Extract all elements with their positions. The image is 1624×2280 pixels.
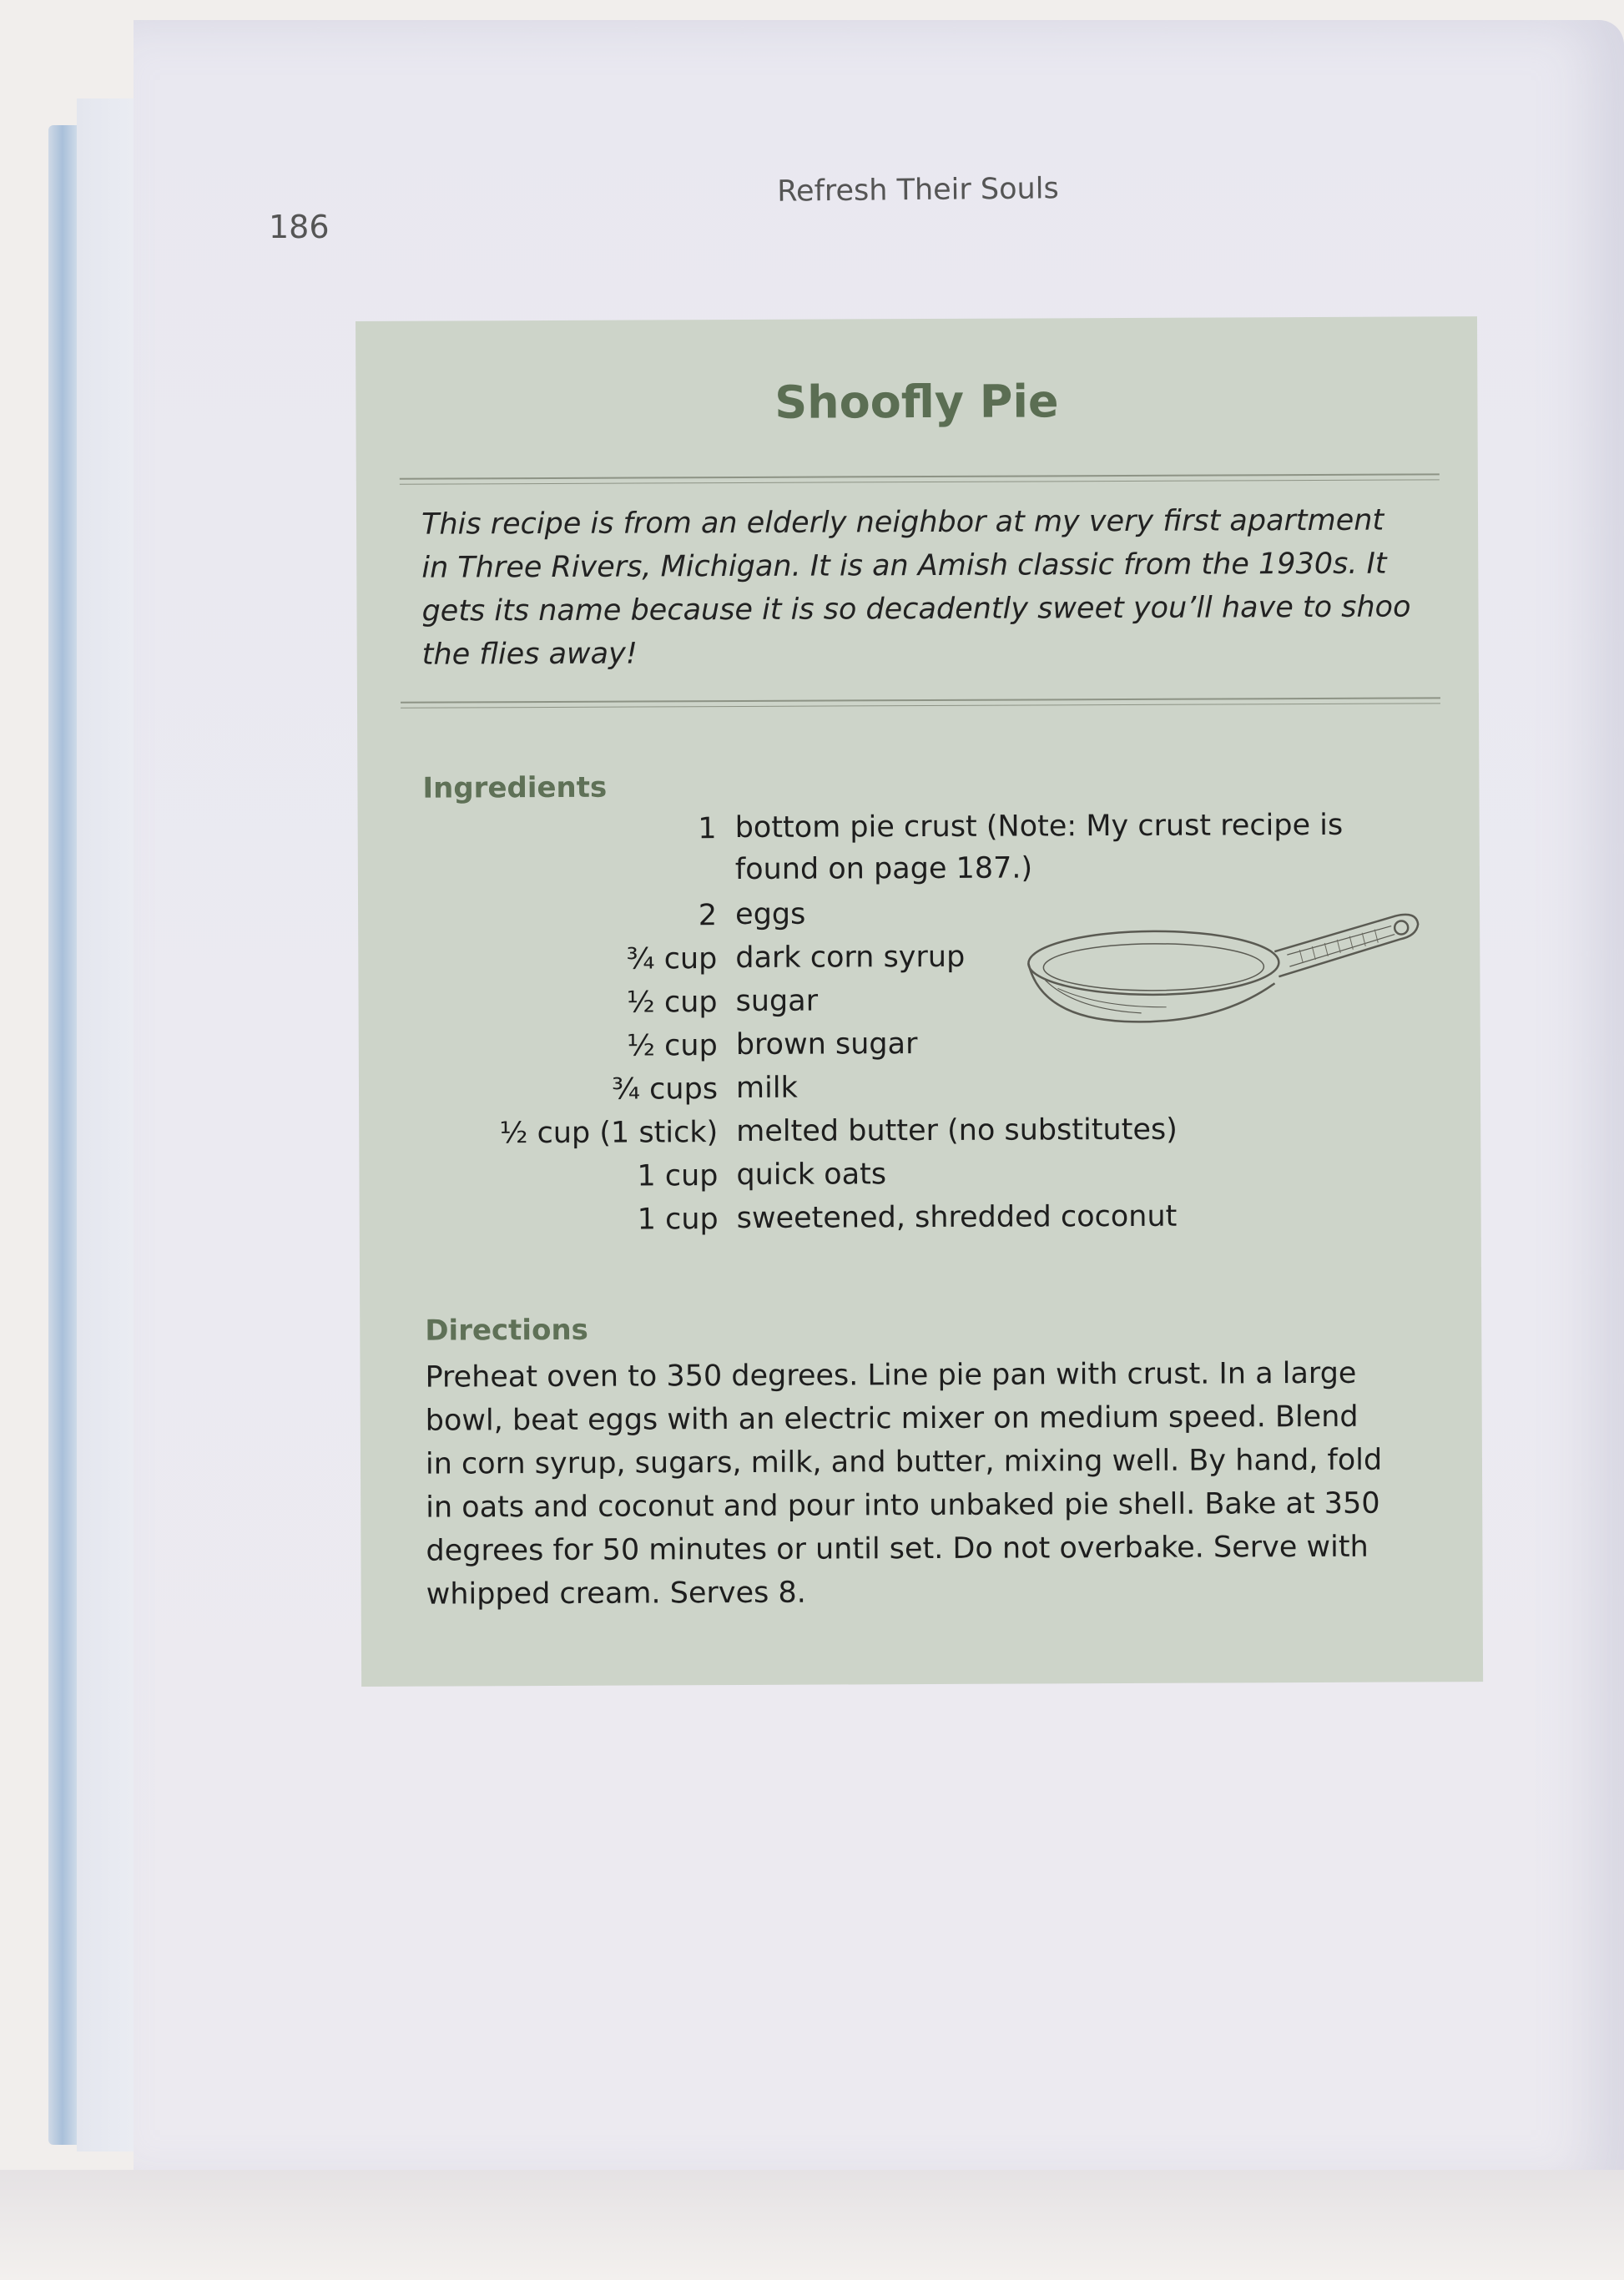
ingredient-item: dark corn syrup <box>735 940 966 976</box>
ingredient-quantity: ¾ cups <box>611 1072 719 1107</box>
ingredient-row <box>358 809 1480 900</box>
ingredient-item: sugar <box>735 984 819 1019</box>
divider-rule <box>401 697 1440 708</box>
ingredient-item: eggs <box>735 897 806 932</box>
ingredient-quantity: ½ cup <box>627 1029 718 1063</box>
skillet-illustration-icon <box>1024 899 1425 1042</box>
ingredient-quantity: 2 <box>698 899 718 933</box>
table-surface <box>0 2170 1624 2280</box>
ingredient-item: quick oats <box>736 1158 887 1193</box>
ingredient-quantity: 1 <box>698 812 717 846</box>
ingredient-item: melted butter (no substitutes) <box>736 1112 1178 1149</box>
running-head: Refresh Their Souls <box>777 172 1059 209</box>
recipe-directions: Preheat oven to 350 degrees. Line pie pan with crust. In a large bowl, beat eggs with an electric mixer on medium speed. Blend in corn syrup, sugars, milk, and butter, mixing well. By hand, fold in oats and coconut and pour into unbaked pie shell. Bake at 350 degrees for 50 minutes or until set. Do not overbake. Serve with whipped cream. Serves 8. <box>425 1356 1383 1612</box>
ingredient-quantity: ½ cup (1 stick) <box>499 1116 719 1151</box>
ingredient-row <box>360 1199 1481 1248</box>
ingredient-item: bottom pie crust (Note: My crust recipe is found on page 187.) <box>734 808 1344 887</box>
ingredients-heading: Ingredients <box>422 770 608 805</box>
ingredient-quantity: 1 cup <box>637 1159 719 1193</box>
ingredient-item: brown sugar <box>735 1027 918 1062</box>
recipe-title: Shoofly Pie <box>774 375 1059 429</box>
directions-heading: Directions <box>425 1313 588 1348</box>
divider-rule <box>400 473 1440 484</box>
ingredient-item: milk <box>735 1071 798 1106</box>
recipe-intro: This recipe is from an elderly neighbor at my very first apartment in Three Rivers, Michigan. It is an Amish classic from the 1930s. It gets its name because it is so decadently sweet you’ll have to shoo the flies away! <box>421 503 1411 672</box>
recipe-box <box>356 316 1483 1687</box>
ingredient-quantity: ½ cup <box>626 986 718 1020</box>
page-number: 186 <box>269 209 330 245</box>
ingredient-quantity: 1 cup <box>637 1203 719 1237</box>
ingredient-item: sweetened, shredded coconut <box>736 1199 1178 1236</box>
ingredient-quantity: ¾ cup <box>626 942 718 976</box>
